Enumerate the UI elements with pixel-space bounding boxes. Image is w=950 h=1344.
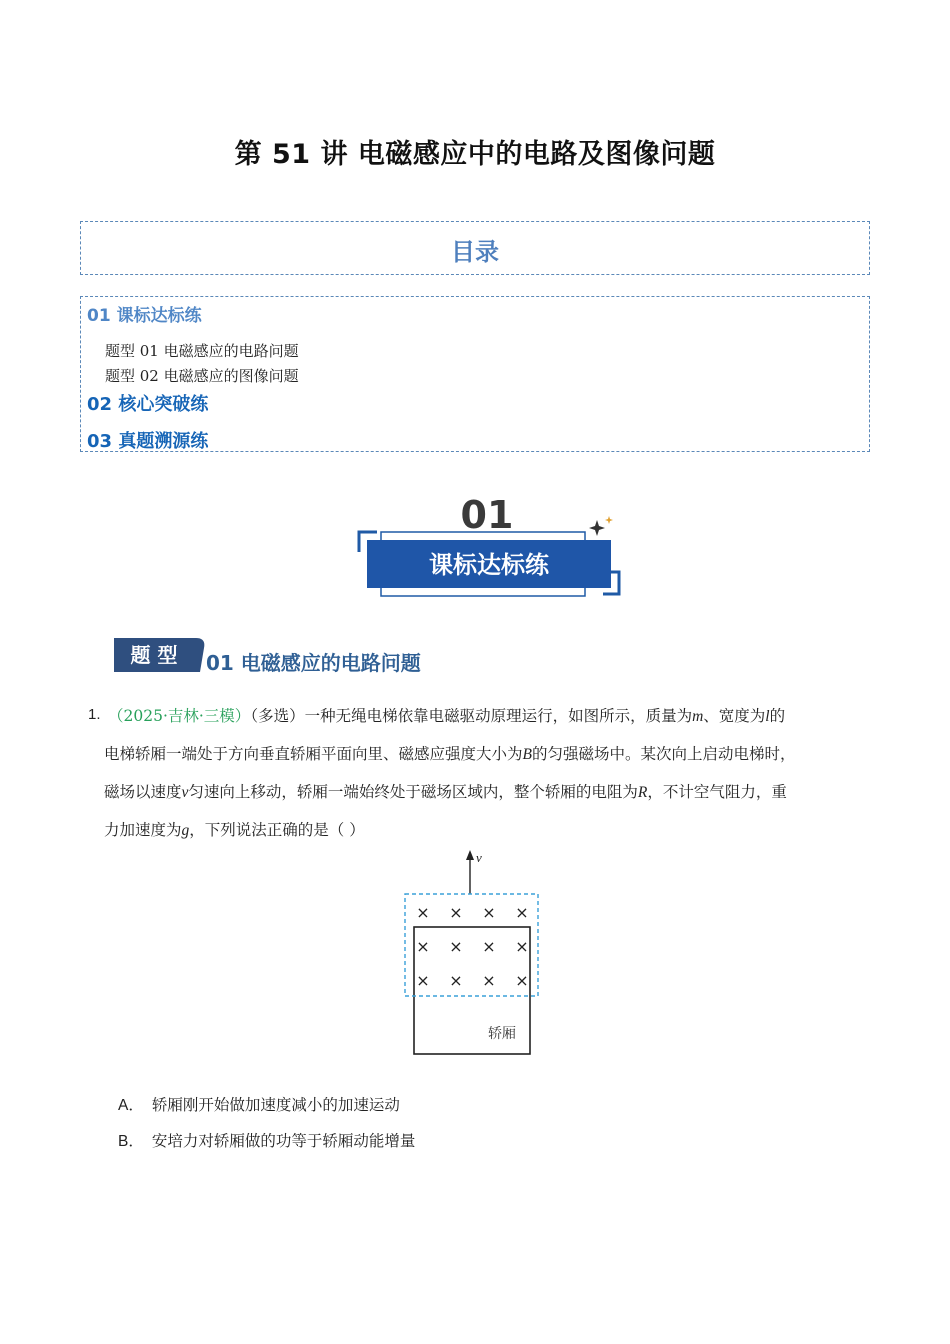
sparkle-icon: [589, 520, 605, 536]
car-label: 轿厢: [488, 1026, 516, 1042]
question-line-4: [104, 818, 365, 840]
var-v: v: [181, 784, 189, 801]
field-cross-2-2: ×: [482, 971, 496, 990]
field-cross-1-1: ×: [449, 937, 463, 956]
question-text-4b: ，下列说法正确的是（ ）: [189, 821, 365, 839]
question-line-3: [104, 780, 787, 802]
question-text-4a: 力加速度为: [104, 821, 182, 839]
toc-section-2[interactable]: 02 核心突破练: [87, 394, 209, 415]
option-b-letter: B．: [118, 1133, 144, 1150]
field-cross-0-2: ×: [482, 903, 496, 922]
badge-label: 课标达标练: [429, 551, 549, 579]
question-text-2a: 电梯轿厢一端处于方向垂直轿厢平面向里、磁感应强度大小为: [104, 745, 523, 763]
toc-header-box: [80, 221, 870, 275]
option-a-text: 轿厢刚开始做加速度减小的加速运动: [151, 1096, 400, 1114]
option-a-letter: A．: [118, 1097, 144, 1114]
question-type-tag-text: 题 型: [130, 643, 178, 667]
var-g: g: [181, 822, 190, 839]
question-number: 1.: [88, 706, 101, 723]
question-text-3a: 磁场以速度: [104, 783, 182, 801]
question-text-3b: 匀速向上移动，轿厢一端始终处于磁场区域内，整个轿厢的电阻为: [188, 783, 638, 801]
var-m: m: [692, 708, 704, 725]
question-line-1: [108, 704, 785, 726]
field-cross-2-0: ×: [416, 971, 430, 990]
field-cross-1-2: ×: [482, 937, 496, 956]
page-title: 第 51 讲 电磁感应中的电路及图像问题: [234, 139, 716, 170]
arrow-head-icon: [466, 850, 474, 860]
field-cross-2-1: ×: [449, 971, 463, 990]
sparkle-small-icon: [605, 516, 613, 524]
option-b[interactable]: [118, 1129, 415, 1151]
toc-item-1[interactable]: 题型 01 电磁感应的电路问题: [105, 342, 299, 360]
field-cross-1-0: ×: [416, 937, 430, 956]
var-l: l: [765, 708, 770, 725]
question-text-1b: 、宽度为: [703, 707, 766, 725]
option-a[interactable]: [118, 1093, 400, 1115]
question-text-2b: 的匀强磁场中。某次向上启动电梯时，: [531, 745, 796, 763]
section-badge: [355, 490, 625, 602]
badge-number: 01: [460, 493, 514, 537]
toc-item-2[interactable]: 题型 02 电磁感应的图像问题: [105, 367, 299, 385]
question-source[interactable]: （2025·吉林·三模）: [108, 707, 251, 725]
var-B: B: [522, 746, 532, 763]
field-cross-1-3: ×: [515, 937, 529, 956]
question-text-1a: （多选）一种无绳电梯依靠电磁驱动原理运行，如图所示，质量为: [250, 707, 693, 725]
question-text-3c: ，不计空气阻力，重: [647, 783, 787, 801]
field-cross-0-3: ×: [515, 903, 529, 922]
field-crosses: [416, 903, 528, 990]
question-type-tag: [114, 636, 206, 674]
toc-box: [80, 296, 870, 452]
option-b-text: 安培力对轿厢做的功等于轿厢动能增量: [151, 1132, 416, 1150]
question-text-1c: 的: [769, 707, 786, 725]
toc-section-1[interactable]: 01 课标达标练: [87, 306, 202, 326]
question-type-label: 01 电磁感应的电路问题: [206, 651, 421, 675]
field-cross-0-1: ×: [449, 903, 463, 922]
question-type-header: [114, 636, 474, 678]
toc-section-3[interactable]: 03 真题溯源练: [87, 431, 209, 452]
elevator-figure: [398, 846, 548, 1060]
arrow-label: v: [476, 850, 482, 865]
field-cross-0-0: ×: [416, 903, 430, 922]
question-line-2: [104, 742, 796, 764]
var-R: R: [637, 784, 648, 801]
toc-heading: 目录: [451, 238, 499, 266]
field-cross-2-3: ×: [515, 971, 529, 990]
